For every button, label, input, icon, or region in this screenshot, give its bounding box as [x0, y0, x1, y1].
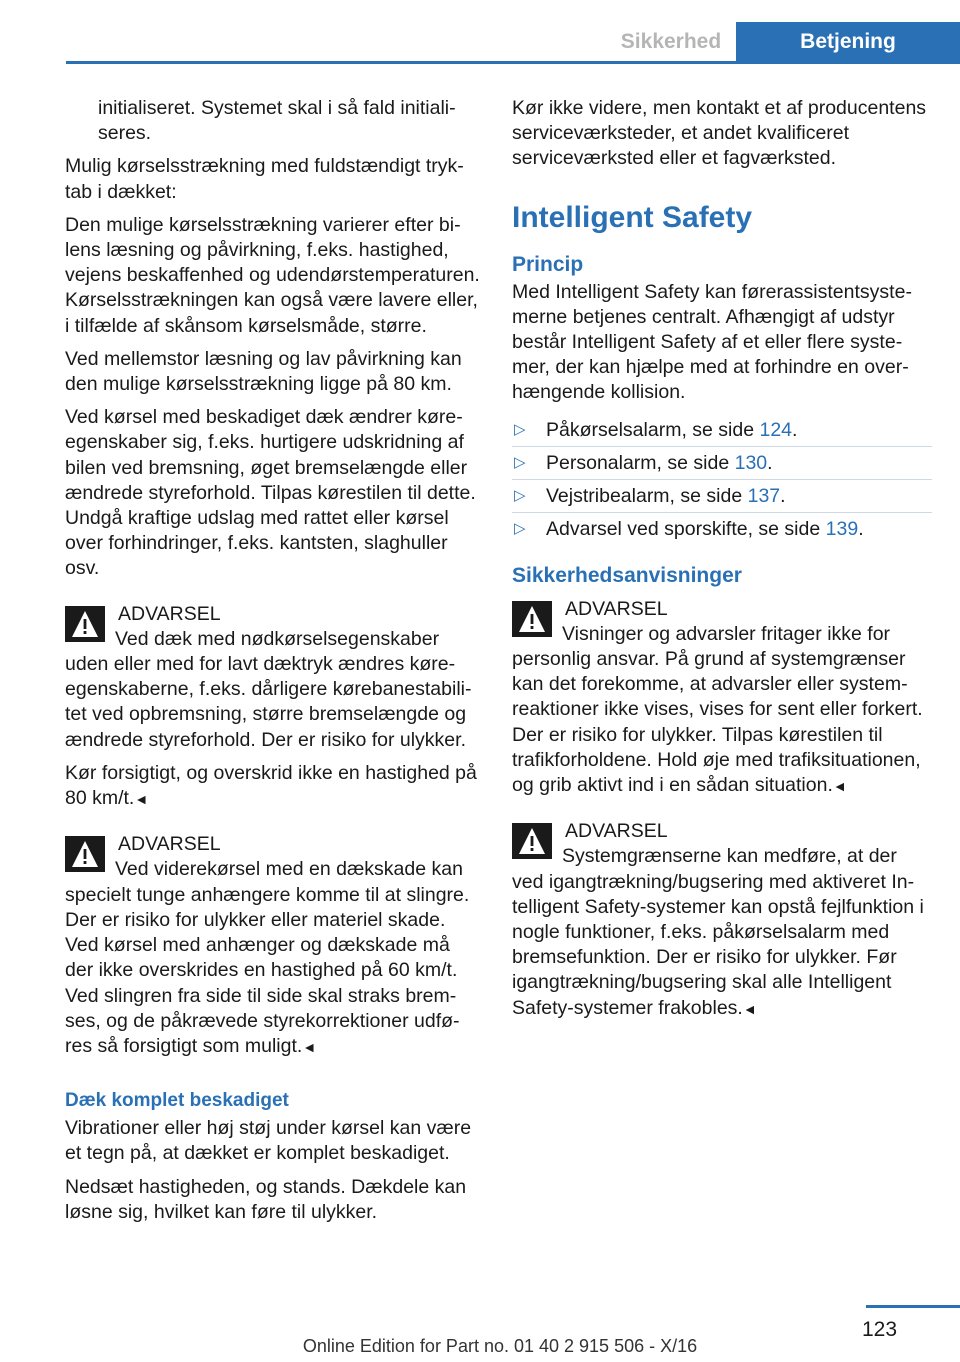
bullet-triangle-icon: ▷ — [514, 453, 526, 471]
bullet-triangle-icon: ▷ — [514, 486, 526, 504]
warning-text: Visninger og advarsler fritager ikke for personlig ansvar. På grund af systemgrænser kan det forekomme, at advarsler eller systemreaktioner ikke vises, vises for sent eller forkert. Der er risiko for ulykker. Tilpas kørestilen til trafikforholdene. Hold øje med trafiksituationen, og grib aktivt ind i en sådan situation.◄ — [512, 622, 923, 797]
paragraph: Vibrationer eller høj støj under kørsel kan være et tegn på, at dækket er komplet beskadiget. — [65, 1117, 472, 1165]
paragraph: Den mulige kørselsstrækning varierer efter bilens læsning og påvirkning, f.eks. hastighed, vejens beskaffenhed og udendørstemperaturen. Kørselsstrækningen kan også være lavere eller, i tilfælde af skånsom kørselsmåde, større. — [65, 213, 480, 337]
list-item: ▷ Påkørselsalarm, se side 124. — [512, 414, 932, 447]
bullet-triangle-icon: ▷ — [514, 420, 526, 438]
section-heading: Sikkerhedsanvisninger — [512, 563, 742, 587]
warning-title: ADVARSEL — [565, 820, 668, 843]
paragraph: Mulig kørselsstrækning med fuldstændigt tryktab i dækket: — [65, 155, 464, 203]
end-mark: ◄ — [302, 1038, 317, 1055]
paragraph: Kør ikke videre, men kontakt et af producentens serviceværksteder, et andet kvalificeret serviceværksted eller et fagværksted. — [512, 97, 927, 170]
paragraph: Nedsæt hastigheden, og stands. Dækdele kan løsne sig, hvilket kan føre til ulykker. — [65, 1175, 467, 1223]
right-column — [512, 96, 932, 1036]
paragraph: Ved kørsel med beskadiget dæk ændrer køreegenskaber sig, f.eks. hurtigere udskridning af bilen ved bremsning, øget bremselængde eller ændrede styreforhold. Tilpas kørestilen til dette. Undgå kraftige udslag med rattet eller kørsel over forhindringer, f.eks. kantsten, slaghuller osv. — [65, 406, 476, 580]
left-column — [65, 96, 480, 1233]
warning-triangle-icon — [65, 606, 105, 642]
warning-box — [512, 597, 932, 800]
warning-title: ADVARSEL — [118, 602, 221, 625]
section-heading: Dæk komplet beskadiget — [65, 1090, 289, 1112]
warning-title: ADVARSEL — [118, 833, 221, 856]
bullet-list — [512, 414, 932, 545]
warning-title: ADVARSEL — [565, 597, 668, 620]
end-mark: ◄ — [742, 1000, 757, 1017]
warning-text: Ved dæk med nødkørselsegenskaber uden eller med for lavt dæktryk ændres køreegenskaberne, f.eks. dårligere kørebanestabilitet ved opbremsning, større bremselængde og ændrede styreforhold. Der er risiko for ulykker. — [65, 627, 472, 751]
paragraph: Med Intelligent Safety kan førerassistentsystemerne betjenes centralt. Afhængigt af udstyr består Intelligent Safety af et eller flere systemer, der kan hjælpe med at forhindre en overhængende kollision. — [512, 280, 912, 404]
section-heading: Princip — [512, 252, 584, 276]
end-mark: ◄ — [832, 778, 847, 795]
page-link[interactable]: 124 — [759, 418, 793, 441]
tab-sikkerhed[interactable]: Sikkerhed — [606, 22, 736, 62]
tab-betjening[interactable]: Betjening — [736, 22, 960, 62]
warning-text: Systemgrænserne kan medføre, at der ved igangtrækning/bugsering med aktiveret Intelligent Safety-systemer kan opstå fejlfunktion i nogle funktioner, f.eks. påkørselsalarm med bremsefunktion. Der er risiko for ulykker. Før igangtrækning/bugsering skal alle Intelligent Safety-systemer frakobles.◄ — [512, 845, 924, 1019]
bullet-triangle-icon: ▷ — [514, 519, 526, 537]
edition-footer: Online Edition for Part no. 01 40 2 915 506 - X/16 — [302, 1336, 698, 1356]
warning-triangle-icon — [512, 823, 552, 859]
list-item: ▷ Advarsel ved sporskifte, se side 139. — [512, 513, 932, 545]
warning-text: Ved viderekørsel med en dækskade kan specielt tunge anhængere komme til at slingre. Der er risiko for ulykker eller materiel skade. Ved kørsel med anhænger og dækskade må der ikke overskrides en hastighed på 60 km/t. Ved slingren fra side til side skal straks bremses, og de påkrævede styrekorrektioner udføres så forsigtigt som muligt.◄ — [65, 858, 470, 1057]
end-mark: ◄ — [134, 791, 149, 808]
warning-box — [65, 602, 480, 813]
page-link[interactable]: 139 — [825, 517, 859, 540]
paragraph: initialiseret. Systemet skal i så fald initialiseres. — [98, 97, 456, 145]
warning-triangle-icon — [512, 601, 552, 637]
warning-triangle-icon — [65, 836, 105, 872]
page-header — [0, 0, 960, 62]
chapter-heading: Intelligent Safety — [512, 200, 753, 234]
warning-box — [512, 819, 932, 1022]
header-rule — [66, 61, 960, 64]
page-link[interactable]: 137 — [747, 484, 781, 507]
warning-box — [65, 832, 480, 1060]
page-link[interactable]: 130 — [734, 451, 768, 474]
footer-rule — [866, 1305, 960, 1308]
paragraph: Ved mellemstor læsning og lav påvirkning kan den mulige kørselsstrækning ligge på 80 km. — [65, 347, 462, 396]
list-item: ▷ Personalarm, se side 130. — [512, 447, 932, 480]
warning-text: Kør forsigtigt, og overskrid ikke en hastighed på 80 km/t.◄ — [65, 761, 477, 810]
list-item: ▷ Vejstribealarm, se side 137. — [512, 480, 932, 513]
page-number: 123 — [862, 1318, 898, 1341]
